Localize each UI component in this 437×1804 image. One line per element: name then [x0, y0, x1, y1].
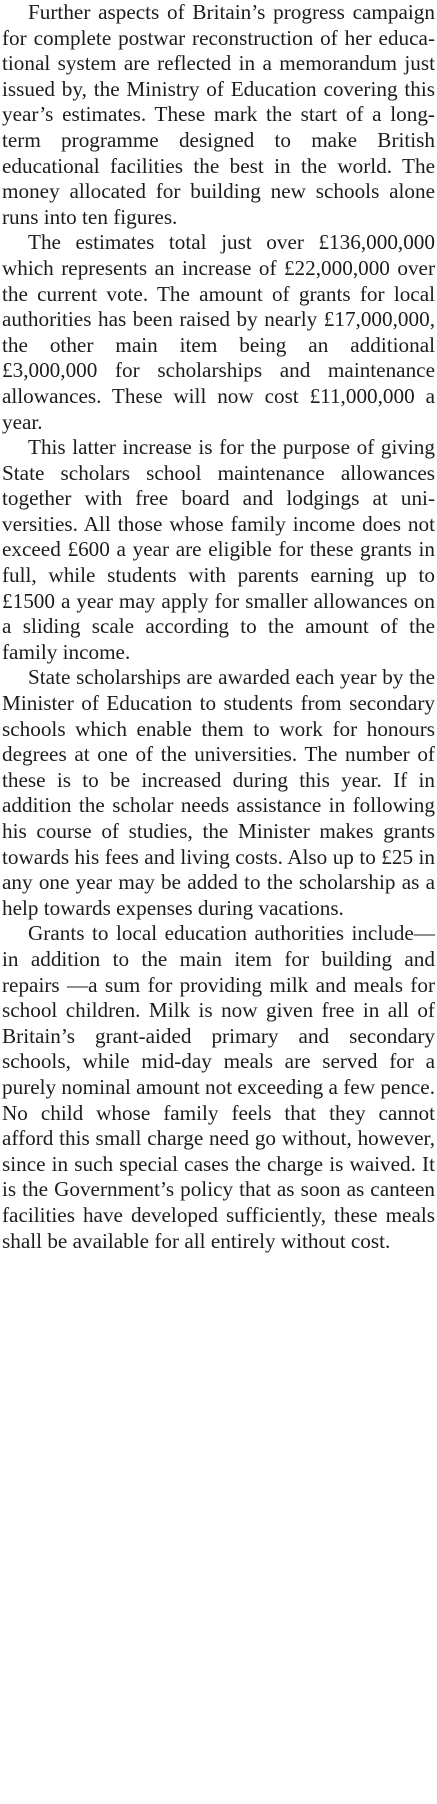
- paragraph-5: Grants to local education authorities include—in addition to the main item for building and repairs —a sum for providing milk and meals for school children. Milk is now given free in all of Britain’s grant-aided primary and secondary schools, while mid-day meals are served for a purely nominal amount not exceeding a few pence. No child whose family feels that they cannot afford this small charge need go without, however, since in such special cases the charge is waived. It is the Government’s policy that as soon as canteen facilities have developed sufficiently, these meals shall be available for all entirely without cost.: [2, 921, 436, 1253]
- paragraph-4: State scholarships are awarded each year by the Minister of Education to students from secondary schools which enable them to work for honours degrees at one of the universities. The number of these is to be increased during this year. If in addition the scholar needs assistance in following his course of studies, the Minister makes grants towards his fees and living costs. Also up to £25 in any one year may be added to the scholarship as a help towards expenses during vacations.: [2, 665, 435, 920]
- paragraph-3: This latter increase is for the purpose of giving State scholars school maintenance allowances together with free board and lodgings at universities. All those whose family income does not exceed £600 a year are eligible for these grants in full, while students with parents earning up to £1500 a year may apply for smaller allowances on a sliding scale according to the amount of the family income.: [2, 435, 435, 664]
- paragraph-1: Further aspects of Britain’s progress campaign for complete postwar reconstruction of her educational system are reflected in a memorandum just issued by, the Ministry of Education covering this year’s estimates. These mark the start of a long-term programme designed to make British educational facilities the best in the world. The money allocated for building new schools alone runs into ten figures.: [2, 0, 435, 229]
- article-column: [2, 0, 435, 1254]
- paragraph-2: The estimates total just over £136,000,000 which represents an increase of £22,000,000 over the current vote. The amount of grants for local authorities has been raised by nearly £17,000,000, the other main item being an additional £3,000,000 for scholarships and maintenance allowances. These will now cost £11,000,000 a year.: [2, 230, 435, 434]
